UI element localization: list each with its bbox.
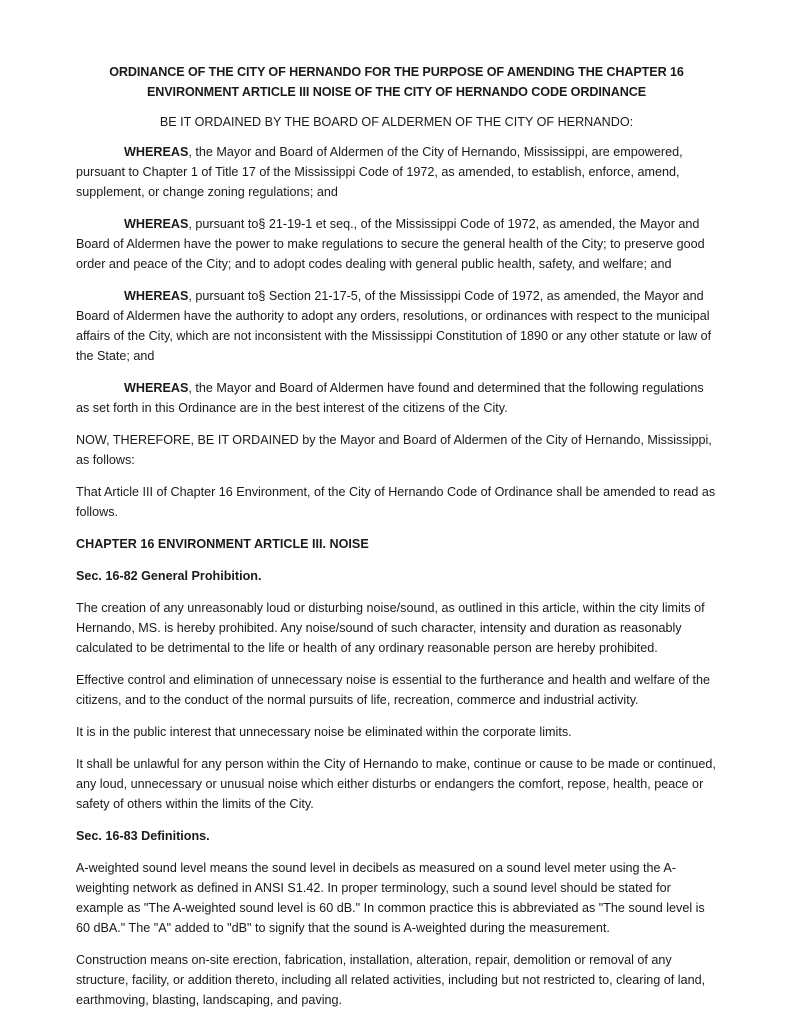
section-16-82-paragraph-1: The creation of any unreasonably loud or disturbing noise/sound, as outlined in this article, within the city limits of Hernando, MS. is hereby prohibited. Any noise/sound of such character, intensity and duration as reasonably calculated to be detrimental to the life or health of any ordinary reasonable person are hereby prohibited.: [76, 601, 705, 655]
whereas-paragraph-1: [76, 142, 717, 202]
whereas-paragraph-3: [76, 286, 717, 366]
whereas-label: WHEREAS: [124, 145, 189, 159]
whereas-label: WHEREAS: [124, 289, 189, 303]
title-line-2: ENVIRONMENT ARTICLE III NOISE OF THE CITY OF HERNANDO CODE ORDINANCE: [146, 85, 647, 99]
whereas-label: WHEREAS: [124, 217, 189, 231]
document-title: [76, 62, 717, 102]
section-16-83-heading: Sec. 16-83 Definitions.: [76, 829, 210, 843]
section-16-82-heading: Sec. 16-82 General Prohibition.: [76, 569, 262, 583]
whereas-paragraph-4: [76, 378, 717, 418]
whereas-text: , the Mayor and Board of Aldermen of the City of Hernando, Mississippi, are empowered, pursuant to Chapter 1 of Title 17 of the Mississippi Code of 1972, as amended, to establish, enforce, amend, supplement, or change zoning regulations; and: [76, 145, 683, 199]
whereas-paragraph-2: [76, 214, 717, 274]
whereas-label: WHEREAS: [124, 381, 189, 395]
chapter-heading: CHAPTER 16 ENVIRONMENT ARTICLE III. NOISE: [76, 537, 369, 551]
title-line-1: ORDINANCE OF THE CITY OF HERNANDO FOR THE PURPOSE OF AMENDING THE CHAPTER 16: [109, 65, 684, 79]
section-16-82-paragraph-3: It is in the public interest that unnecessary noise be eliminated within the corporate limits.: [76, 725, 572, 739]
whereas-text: , pursuant to§ 21-19-1 et seq., of the Mississippi Code of 1972, as amended, the Mayor and Board of Aldermen have the power to make regulations to secure the general health of the City; to preserve good order and peace of the City; and to adopt codes dealing with general public health, safety, and welfare; and: [76, 217, 705, 271]
section-16-83-paragraph-2: Construction means on-site erection, fabrication, installation, alteration, repair, demolition or removal of any structure, facility, or addition thereto, including all related activities, including but not restricted to, clearing of land, earthmoving, blasting, landscaping, and paving.: [76, 953, 706, 1007]
section-16-82-paragraph-2: Effective control and elimination of unnecessary noise is essential to the furtherance and health and welfare of the citizens, and to the conduct of the normal pursuits of life, recreation, commerce and industrial activity.: [76, 673, 711, 707]
section-16-83-paragraph-1: A-weighted sound level means the sound level in decibels as measured on a sound level meter using the A-weighting network as defined in ANSI S1.42. In proper terminology, such a sound level should be stated for example as "The A-weighted sound level is 60 dB." In common practice this is abbreviated as "The sound level is 60 dBA." The "A" added to "dB" to signify that the sound is A-weighted during the measurement.: [76, 861, 705, 935]
whereas-text: , the Mayor and Board of Aldermen have found and determined that the following regulations as set forth in this Ordinance are in the best interest of the citizens of the City.: [76, 381, 704, 415]
ordained-line: BE IT ORDAINED BY THE BOARD OF ALDERMEN OF THE CITY OF HERNANDO:: [159, 115, 634, 129]
amendment-paragraph: That Article III of Chapter 16 Environment, of the City of Hernando Code of Ordinance shall be amended to read as follows.: [76, 485, 716, 519]
section-16-82-paragraph-4: It shall be unlawful for any person within the City of Hernando to make, continue or cause to be made or continued, any loud, unnecessary or unusual noise which either disturbs or endangers the comfort, repose, health, peace or safety of others within the limits of the City.: [76, 757, 716, 811]
now-therefore-paragraph: NOW, THEREFORE, BE IT ORDAINED by the Mayor and Board of Aldermen of the City of Hernando, Mississippi, as follows:: [76, 433, 712, 467]
whereas-text: , pursuant to§ Section 21-17-5, of the Mississippi Code of 1972, as amended, the Mayor and Board of Aldermen have the authority to adopt any orders, resolutions, or ordinances with respect to the municipal affairs of the City, which are not inconsistent with the Mississippi Constitution of 1890 or any other statute or law of the State; and: [76, 289, 712, 363]
